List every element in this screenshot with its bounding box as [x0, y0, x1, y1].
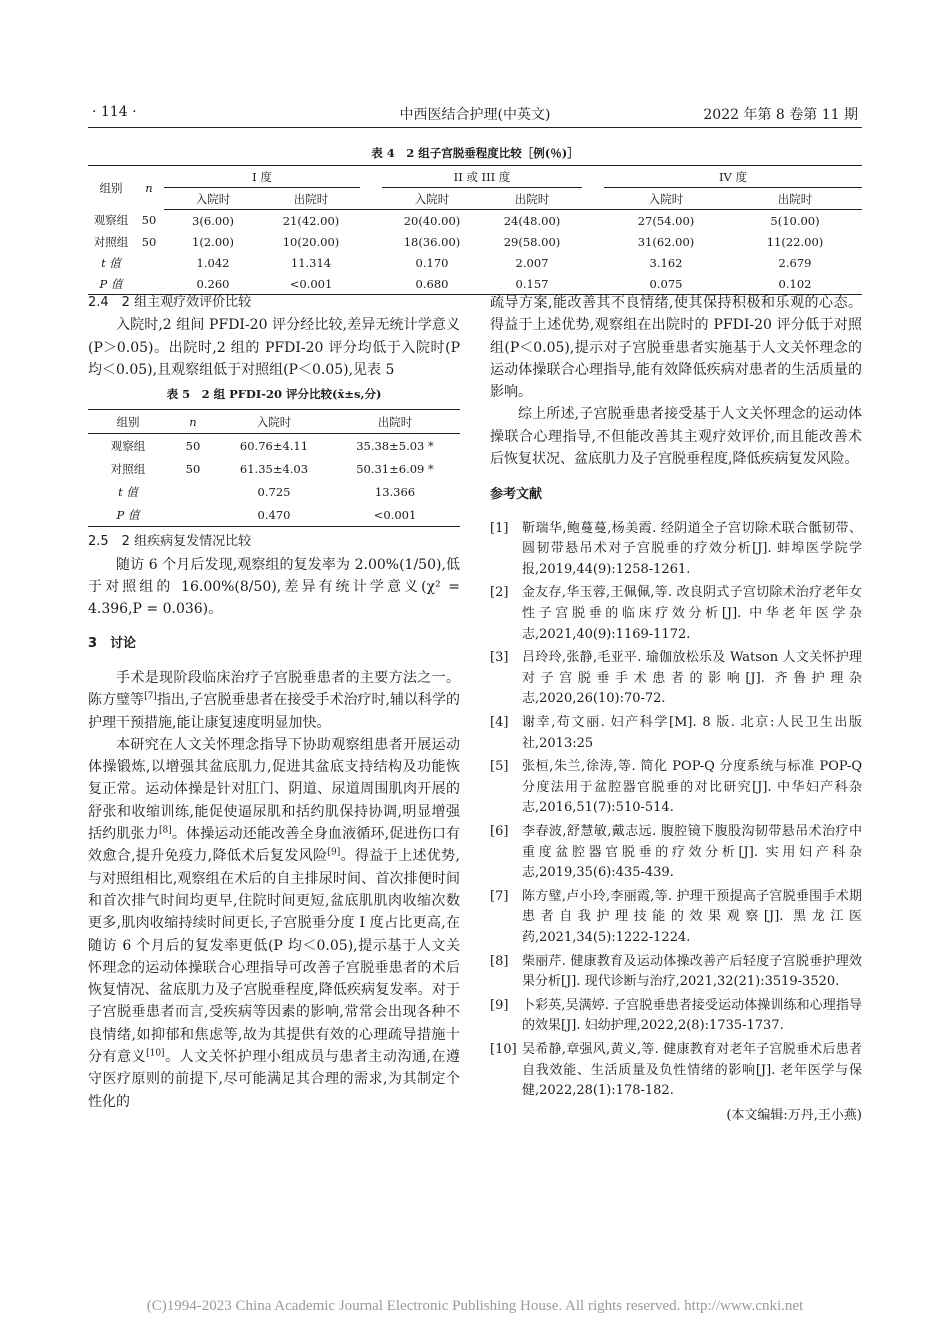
ref-text: 金友存,华玉蓉,王佩佩,等. 改良阴式子宫切除术治疗老年女性子宫脱垂的临床疗效分析[J]. 中华老年医学杂志,2021,40(9):1169-1172.	[522, 585, 862, 642]
cell: 11(22.00)	[766, 234, 824, 249]
cell: 60.76±4.11	[239, 438, 309, 453]
table4-admission: 入院时	[604, 188, 728, 210]
cell: 0.260	[164, 273, 262, 295]
cell: P 值	[88, 503, 168, 527]
table4-degree-1: I 度	[164, 166, 360, 188]
cell: 1.042	[196, 255, 230, 270]
ref-text: 陈方璧,卢小玲,李丽霞,等. 护理干预提高子宫脱垂围手术期患者自我护理技能的效果观察[J]. 黑龙江医药,2021,34(5):1222-1224.	[522, 888, 862, 945]
cell: 20(40.00)	[403, 213, 461, 228]
table4-discharge: 出院时	[728, 188, 862, 210]
cell: 13.366	[374, 484, 416, 499]
row-label: 对照组	[93, 234, 129, 249]
cell: 21(42.00)	[282, 213, 340, 228]
table5	[88, 409, 460, 527]
cell: 3(6.00)	[192, 213, 234, 228]
cell: 3.162	[649, 255, 683, 270]
cell: 0.170	[415, 255, 449, 270]
cell: 0.075	[604, 273, 728, 295]
cell: 35.38±5.03 *	[356, 438, 434, 453]
list-item	[490, 519, 862, 581]
ref-text: 吕玲玲,张静,毛亚平. 瑜伽放松乐及 Watson 人文关怀护理对子宫脱垂手术患者的影响[J]. 齐鲁护理杂志,2020,26(10):70-72.	[522, 650, 862, 707]
paragraph	[88, 734, 460, 1113]
cell: 对照组	[110, 461, 146, 476]
issue-info: 2022 年第 8 卷第 11 期	[703, 107, 858, 123]
ref-text: 谢幸,苟文丽. 妇产科学[M]. 8 版. 北京:人民卫生出版社,2013:25	[522, 715, 862, 751]
cell: 27(54.00)	[637, 213, 695, 228]
text: 指出,子宫脱垂患者在接受手术治疗时,辅以科学的护理干预措施,能让康复速度明显加快。	[88, 692, 461, 731]
references-heading: 参考文献	[490, 487, 543, 503]
cell: 11.314	[290, 255, 332, 270]
cell: 2.679	[778, 255, 812, 270]
ref-number: [7]	[490, 888, 509, 904]
table4-admission: 入院时	[382, 188, 482, 210]
cell: <0.001	[262, 273, 360, 295]
journal-title: 中西医结合护理(中英文)	[399, 107, 551, 123]
table-row	[88, 434, 460, 458]
cell: 61.35±4.03	[239, 461, 309, 476]
cell: 29(58.00)	[503, 234, 561, 249]
table4-header-row1	[88, 166, 862, 188]
col-header: 出院时	[330, 410, 460, 434]
paragraph: 疏导方案,能改善其不良情绪,使其保持积极和乐观的心态。得益于上述优势,观察组在出院时的 PFDI-20 评分低于对照组(P＜0.05),提示对子宫脱垂患者实施基于人文关怀理念的运动体操联合心理指导,能有效降低疾病对患者的生活质量的影响。	[490, 295, 862, 401]
cell: 10(20.00)	[282, 234, 340, 249]
row-n	[134, 252, 164, 273]
citation: [7]	[144, 691, 157, 702]
cell: 5(10.00)	[770, 213, 820, 228]
ref-number: [8]	[490, 953, 509, 969]
table5-caption: 表 5 2 组 PFDI-20 评分比较(x̄±s,分)	[166, 387, 382, 402]
table-row	[88, 210, 862, 232]
cell: 0.470	[218, 503, 330, 527]
table4-header-row2	[88, 188, 862, 210]
citation: [10]	[146, 1048, 165, 1059]
list-item	[490, 757, 862, 819]
ref-number: [9]	[490, 997, 509, 1013]
col-header: 入院时	[218, 410, 330, 434]
cell: 0.725	[257, 484, 291, 499]
text: 。人文关怀护理小组成员与患者主动沟通,在遵守医疗原则的前提下,尽可能满足其合理的需求,为其制定个性化的	[88, 1049, 460, 1110]
cell: 1(2.00)	[192, 234, 234, 249]
paragraph	[88, 667, 460, 734]
row-label: P 值	[88, 273, 134, 295]
copyright-footer: (C)1994-2023 China Academic Journal Electronic Publishing House. All rights reserved. http://www.cnki.net	[146, 1298, 804, 1314]
table4-degree-2-3: II 或 III 度	[382, 166, 582, 188]
text: 。得益于上述优势,与对照组相比,观察组在术后的自主排尿时间、首次排便时间和首次排气时间均更早,住院时间更短,盆底肌肌肉收缩次数更多,肌肉收缩持续时间更长,子宫脱垂分度 I 度占比更高,在随访 6 个月后的复发率更低(P 均＜0.05),提示基于人文关怀理念的运动体操联合心理指导可改善子宫脱垂患者的术后恢复情况、盆底肌力及子宫脱垂程度,降低疾病复发率。对于子宫脱垂患者而言,受疾病等因素的影响,常常会出现各种不良情绪,如抑郁和焦虑等,故为其提供有效的心理疏导措施十分有意义	[88, 848, 460, 1066]
list-item	[490, 996, 862, 1037]
table4-admission: 入院时	[164, 188, 262, 210]
text: 。体操运动还能改善全身血液循环,促进伤口有效愈合,提升免疫力,降低术后复发风险	[88, 826, 461, 865]
ref-number: [5]	[490, 759, 509, 775]
table4-discharge: 出院时	[262, 188, 360, 210]
left-column	[88, 292, 460, 1113]
list-item	[490, 1040, 862, 1102]
list-item	[490, 583, 862, 645]
ref-number: [10]	[490, 1041, 517, 1057]
cell: <0.001	[330, 503, 460, 527]
text: 手术是现阶段临床治疗子宫脱垂患者的主要方法之一。陈方璧等	[88, 669, 460, 709]
section-2-5-heading: 2.5 2 组疾病复发情况比较	[88, 534, 252, 550]
row-label: 观察组	[93, 213, 129, 228]
citation: [9]	[327, 847, 341, 858]
ref-number: [1]	[490, 520, 509, 536]
col-header: 组别	[88, 410, 168, 434]
table4	[88, 165, 862, 295]
ref-text: 靳瑞华,鲍蔓蔓,杨美霞. 经阴道全子宫切除术联合骶韧带、圆韧带悬吊术对子宫脱垂的疗效分析[J]. 蚌埠医学院学报,2019,44(9):1258-1261.	[522, 520, 862, 577]
ref-text: 吴希静,章强风,黄义,等. 健康教育对老年子宫脱垂术后患者自我效能、生活质量及负性情绪的影响[J]. 老年医学与保健,2022,28(1):178-182.	[522, 1041, 862, 1099]
ref-text: 柴丽芹. 健康教育及运动体操改善产后轻度子宫脱垂护理效果分析[J]. 现代诊断与治疗,2021,32(21):3519-3520.	[522, 953, 862, 990]
citation: [8]	[158, 825, 172, 836]
table5-header	[88, 410, 460, 434]
cell: 0.157	[482, 273, 582, 295]
page-number: · 114 ·	[92, 104, 137, 120]
reference-list	[490, 519, 862, 1102]
cell: 31(62.00)	[637, 234, 695, 249]
cell: 24(48.00)	[503, 213, 561, 228]
ref-text: 卜彩英,吴满婷. 子宫脱垂患者接受运动体操训练和心理指导的效果[J]. 妇幼护理,2022,2(8):1735-1737.	[522, 997, 862, 1034]
ref-number: [3]	[490, 650, 509, 666]
table-row	[88, 457, 460, 480]
cell: 18(36.00)	[403, 234, 461, 249]
paragraph: 入院时,2 组间 PFDI-20 评分经比较,差异无统计学意义(P＞0.05)。出院时,2 组的 PFDI-20 评分均低于入院时(P 均＜0.05),且观察组低于对照组(P＜0.05),见表 5	[88, 317, 460, 378]
cell: 观察组	[110, 438, 146, 453]
cell: 2.007	[515, 255, 549, 270]
list-item	[490, 713, 862, 754]
list-item	[490, 952, 862, 993]
table4-degree-4: IV 度	[604, 166, 862, 188]
ref-text: 张桓,朱兰,徐涛,等. 简化 POP-Q 分度系统与标准 POP-Q 分度法用于盆腔器官脱垂的对比研究[J]. 中华妇产科杂志,2016,51(7):510-514.	[522, 759, 862, 816]
ref-number: [6]	[490, 823, 509, 839]
text: 本研究在人文关怀理念指导下协助观察组患者开展运动体操锻炼,以增强其盆底肌力,促进其盆底支持结构及功能恢复正常。运动体操是针对肛门、阴道、尿道周围肌肉开展的舒张和收缩训练,能促使逼尿肌和括约肌保持协调,明显增强括约肌张力	[88, 736, 460, 843]
paragraph: 综上所述,子宫脱垂患者接受基于人文关怀理念的运动体操联合心理指导,不但能改善其主观疗效评价,而且能改善术后恢复状况、盆底肌力及子宫脱垂程度,降低疾病复发风险。	[490, 406, 862, 468]
table4-caption: 表 4 2 组子宫脱垂程度比较［例(％)］	[371, 146, 579, 160]
section-3-heading: 3 讨论	[88, 635, 137, 651]
list-item	[490, 822, 862, 884]
table4-n-header: n	[134, 166, 164, 210]
table-row	[88, 252, 862, 273]
cell	[168, 503, 218, 527]
cell: 50	[185, 461, 201, 476]
cell: 0.102	[728, 273, 862, 295]
list-item	[490, 887, 862, 949]
ref-number: [4]	[490, 715, 509, 731]
ref-number: [2]	[490, 585, 509, 601]
col-header: n	[168, 410, 218, 434]
table-row	[88, 231, 862, 252]
ref-text: 李春波,舒慧敏,戴志远. 腹腔镜下腹股沟韧带悬吊术治疗中重度盆腔器官脱垂的疗效分析[J]. 实用妇产科杂志,2019,35(6):435-439.	[522, 823, 862, 881]
cell: 50	[185, 438, 201, 453]
table-row	[88, 480, 460, 503]
row-label: t 值	[101, 255, 121, 270]
right-column	[490, 292, 862, 1127]
table4-discharge: 出院时	[482, 188, 582, 210]
editor-note: (本文编辑:万丹,王小燕)	[726, 1107, 862, 1123]
cell	[168, 480, 218, 503]
table-row	[88, 503, 460, 527]
table4-group-header: 组别	[88, 166, 134, 210]
row-n: 50	[141, 213, 157, 228]
cell: t 值	[118, 484, 138, 499]
list-item	[490, 648, 862, 710]
cell: 0.680	[382, 273, 482, 295]
paragraph: 随访 6 个月后发现,观察组的复发率为 2.00%(1/50),低于对照组的 16.00%(8/50),差异有统计学意义(χ² = 4.396,P = 0.036)。	[88, 556, 460, 618]
header-rule	[88, 127, 862, 128]
section-2-4-heading: 2.4 2 组主观疗效评价比较	[88, 295, 252, 310]
cell: 50.31±6.09 *	[356, 461, 434, 476]
row-n: 50	[141, 234, 157, 249]
